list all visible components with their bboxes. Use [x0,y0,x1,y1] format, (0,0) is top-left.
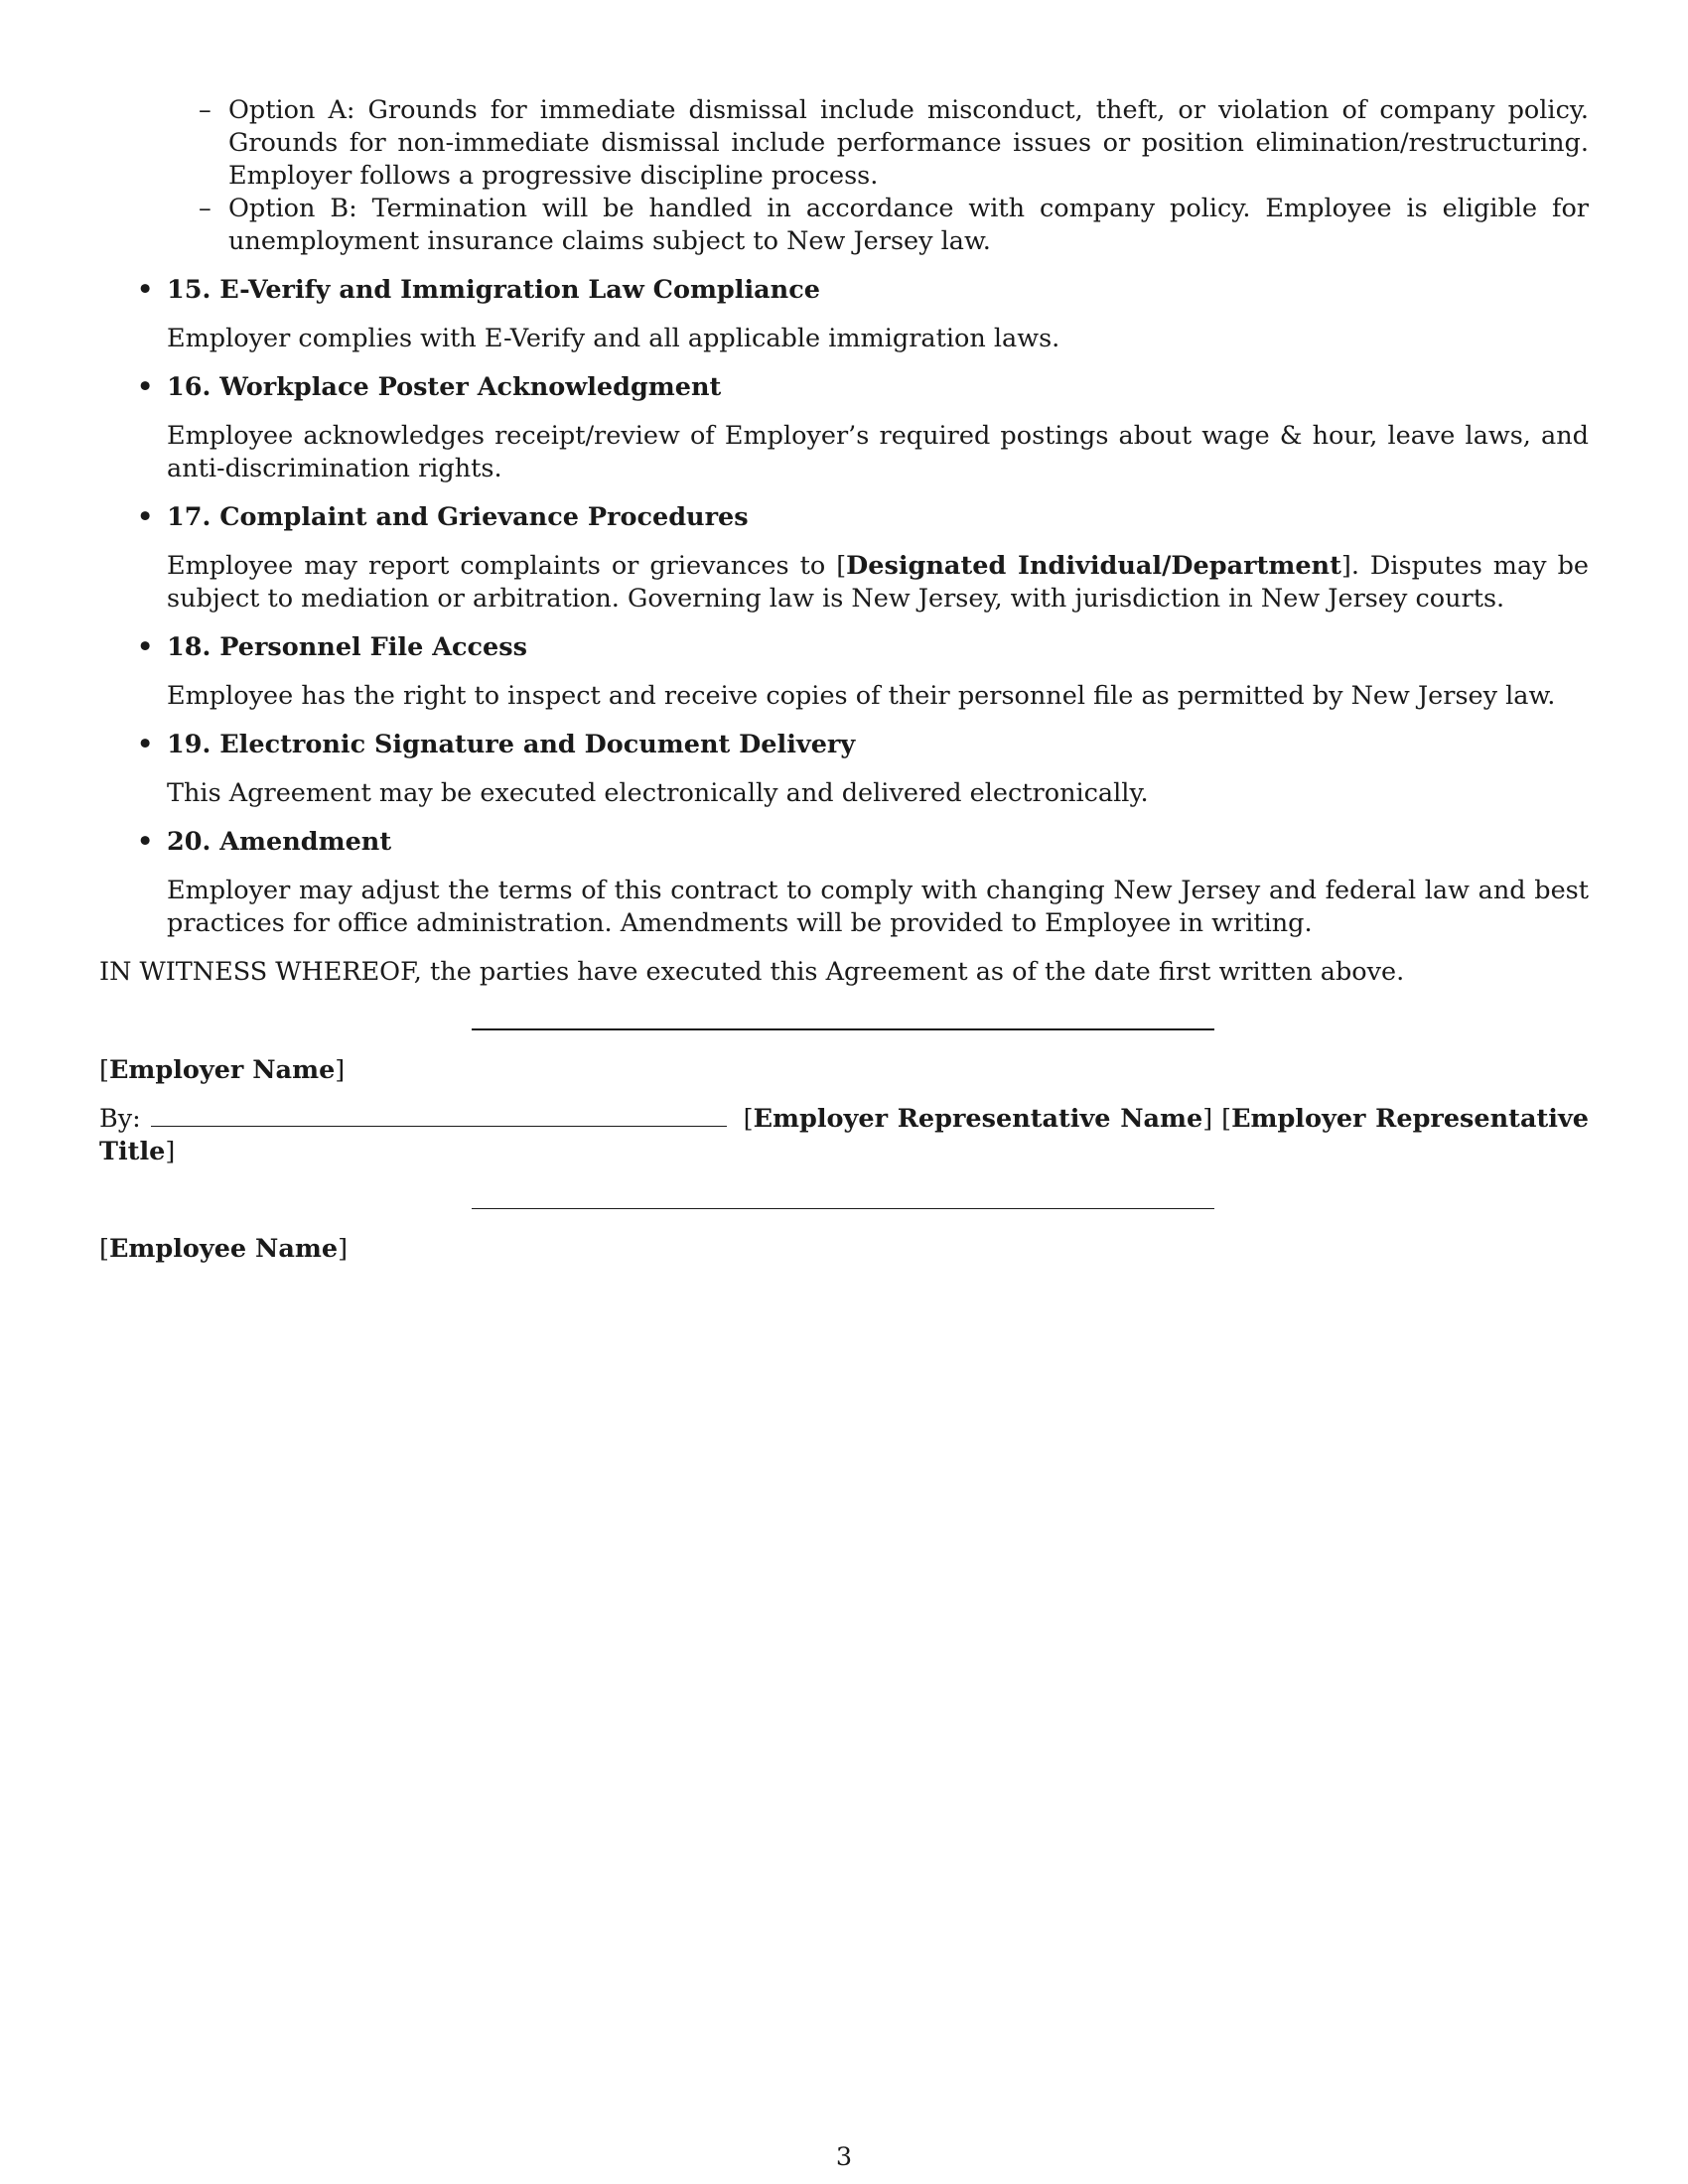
bullet-marker: • [137,827,154,857]
document-page [99,94,1589,1266]
bullet-marker: • [137,275,154,305]
spacer [99,989,1589,1028]
section-18 [99,631,1589,713]
dash-marker: – [199,95,211,125]
termination-option-a [199,94,1589,193]
designated-department-placeholder: Designated Individual/Department [846,551,1341,581]
employee-name-placeholder: [Employee Name] [99,1234,349,1264]
employer-rep-title-last: Title [99,1137,166,1166]
by-signature-blank[interactable] [151,1104,727,1127]
termination-options-list [199,94,1589,258]
spacer [99,1168,1589,1208]
section-body: Employer complies with E-Verify and all applicable immigration laws. [167,324,1060,353]
body-text: ]. Disputes may be subject to mediation or arbitration. Governing law is New Jersey, with jurisdiction in New Jersey courts. [167,551,1590,614]
employer-rep-title-first: Employer Representative [1231,1104,1589,1134]
section-body [167,550,1589,615]
employer-name: Employer Name [108,1055,336,1085]
bullet-marker: • [137,730,154,759]
section-body: Employee has the right to inspect and receive copies of their personnel file as permitted by New Jersey law. [167,681,1556,711]
section-19 [99,729,1589,810]
employee-signature-line[interactable] [472,1208,1214,1209]
page-number: 3 [835,2142,853,2172]
section-title: 20. Amendment [167,827,392,857]
section-body: Employer may adjust the terms of this contract to comply with changing New Jersey and federal law and best practices for office administration. Amendments will be provided to Employee in writing. [167,876,1589,938]
section-title: 16. Workplace Poster Acknowledgment [167,372,722,402]
bullet-marker: • [137,632,154,662]
bullet-marker: • [137,502,154,532]
section-title: 19. Electronic Signature and Document Delivery [167,730,856,759]
section-title: 17. Complaint and Grievance Procedures [167,502,749,532]
section-title: 15. E-Verify and Immigration Law Compliance [167,275,820,305]
by-label: By: [99,1104,141,1134]
option-b-text: Option B: Termination will be handled in accordance with company policy. Employee is eligible for unemployment insurance claims subject to New Jersey law. [228,194,1589,256]
body-text: Employee may report complaints or grievances to [ [167,551,847,581]
termination-option-b [199,193,1589,258]
employer-signature-line[interactable] [472,1028,1214,1030]
witness-clause: IN WITNESS WHEREOF, the parties have executed this Agreement as of the date first written above. [99,957,1405,987]
section-body: Employee acknowledges receipt/review of Employer’s required postings about wage & hour, leave laws, and anti-discrimination rights. [167,421,1589,483]
dash-marker: – [199,194,211,223]
section-17 [99,501,1589,615]
bullet-marker: • [137,372,154,402]
section-16 [99,371,1589,485]
employer-rep-name: Employer Representative Name [753,1104,1203,1134]
section-body: This Agreement may be executed electronically and delivered electronically. [167,778,1149,808]
employee-name: Employee Name [108,1234,339,1264]
option-a-text: Option A: Grounds for immediate dismissal include misconduct, theft, or violation of company policy. Grounds for non-immediate dismissal include performance issues or position elimination/restructuring. Employer follows a progressive discipline process. [228,95,1589,191]
section-title: 18. Personnel File Access [167,632,527,662]
section-15 [99,274,1589,355]
section-20 [99,826,1589,940]
employer-name-placeholder: [Employer Name] [99,1055,346,1085]
employer-by-line: By: [Employer Representative Name] [Employer Representative Title] [99,1104,1589,1166]
